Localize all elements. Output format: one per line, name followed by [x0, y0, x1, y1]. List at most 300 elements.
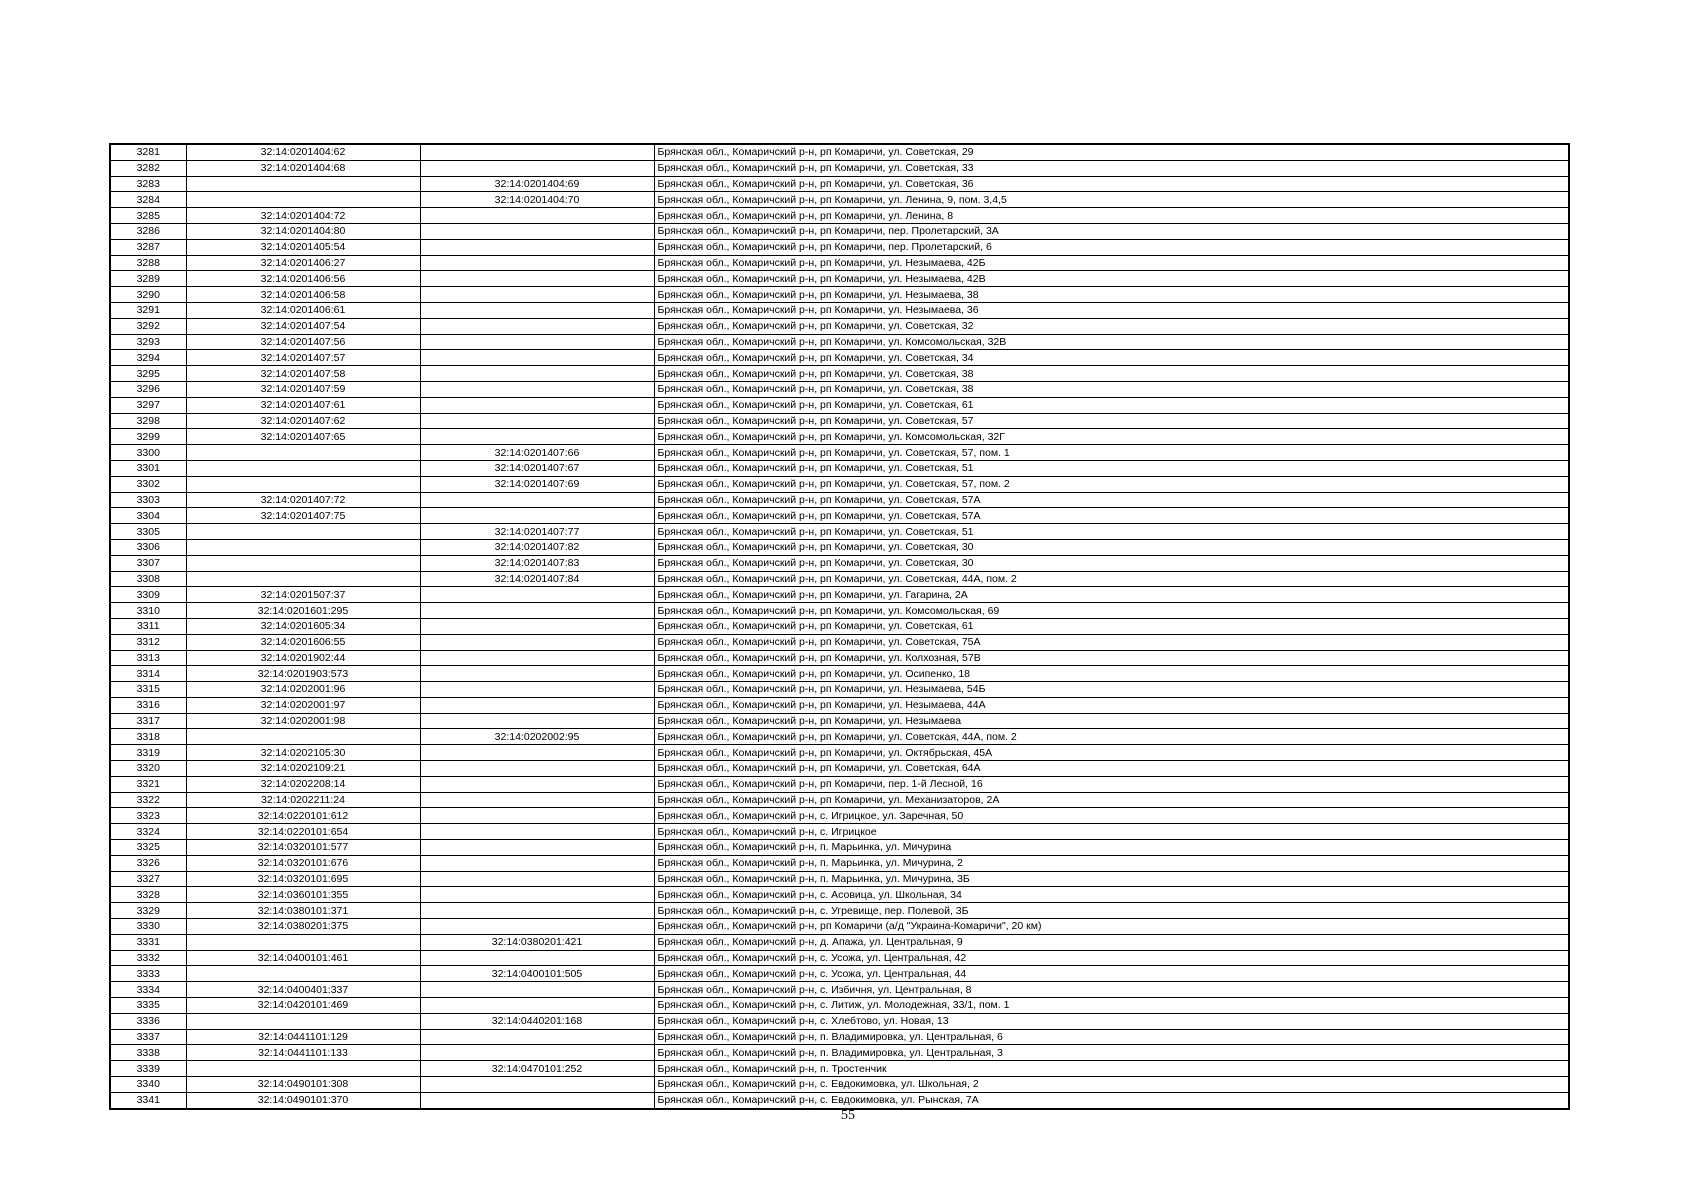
- row-number-cell: 3322: [110, 792, 186, 808]
- cadastral-number-cell: 32:14:0201407:56: [186, 334, 420, 350]
- table-row: [110, 855, 1569, 871]
- address-cell: Брянская обл., Комаричский р-н, рп Комаричи, ул. Советская, 57, пом. 2: [654, 476, 1569, 492]
- row-number-cell: 3302: [110, 476, 186, 492]
- parent-cadastral-number-cell: [420, 761, 654, 777]
- cadastral-number-cell: 32:14:0201404:68: [186, 160, 420, 176]
- cadastral-number-cell: 32:14:0201407:62: [186, 413, 420, 429]
- cadastral-number-cell: 32:14:0202001:97: [186, 697, 420, 713]
- row-number-cell: 3288: [110, 255, 186, 271]
- row-number-cell: 3284: [110, 192, 186, 208]
- address-cell: Брянская обл., Комаричский р-н, рп Комаричи, ул. Советская, 57А: [654, 508, 1569, 524]
- parent-cadastral-number-cell: [420, 287, 654, 303]
- table-row: [110, 966, 1569, 982]
- parent-cadastral-number-cell: 32:14:0201407:82: [420, 539, 654, 555]
- table-row: [110, 445, 1569, 461]
- table-row: [110, 271, 1569, 287]
- table-row: [110, 603, 1569, 619]
- address-cell: Брянская обл., Комаричский р-н, с. Усожа, ул. Центральная, 44: [654, 966, 1569, 982]
- address-cell: Брянская обл., Комаричский р-н, рп Комаричи, ул. Незымаева, 44А: [654, 697, 1569, 713]
- row-number-cell: 3337: [110, 1029, 186, 1045]
- parent-cadastral-number-cell: 32:14:0201407:69: [420, 476, 654, 492]
- row-number-cell: 3316: [110, 697, 186, 713]
- table-row: [110, 713, 1569, 729]
- table-row: [110, 903, 1569, 919]
- table-row: [110, 160, 1569, 176]
- cadastral-number-cell: 32:14:0202211:24: [186, 792, 420, 808]
- address-cell: Брянская обл., Комаричский р-н, рп Комаричи, ул. Незымаева, 42В: [654, 271, 1569, 287]
- address-cell: Брянская обл., Комаричский р-н, рп Комаричи, ул. Советская, 64А: [654, 761, 1569, 777]
- cadastral-number-cell: 32:14:0202001:96: [186, 682, 420, 698]
- row-number-cell: 3308: [110, 571, 186, 587]
- parent-cadastral-number-cell: 32:14:0201407:83: [420, 555, 654, 571]
- table-row: [110, 792, 1569, 808]
- parent-cadastral-number-cell: [420, 429, 654, 445]
- table-row: [110, 176, 1569, 192]
- parent-cadastral-number-cell: [420, 255, 654, 271]
- address-cell: Брянская обл., Комаричский р-н, рп Комаричи (а/д "Украина-Комаричи", 20 км): [654, 919, 1569, 935]
- row-number-cell: 3328: [110, 887, 186, 903]
- cadastral-number-cell: 32:14:0360101:355: [186, 887, 420, 903]
- table-row: [110, 1061, 1569, 1077]
- address-cell: Брянская обл., Комаричский р-н, рп Комаричи, ул. Советская, 34: [654, 350, 1569, 366]
- cadastral-number-cell: [186, 934, 420, 950]
- address-cell: Брянская обл., Комаричский р-н, рп Комаричи, ул. Незымаева, 54Б: [654, 682, 1569, 698]
- parent-cadastral-number-cell: [420, 208, 654, 224]
- table-row: [110, 287, 1569, 303]
- table-row: [110, 1092, 1569, 1108]
- table-row: [110, 144, 1569, 160]
- parent-cadastral-number-cell: [420, 603, 654, 619]
- address-cell: Брянская обл., Комаричский р-н, рп Комаричи, ул. Советская, 51: [654, 524, 1569, 540]
- row-number-cell: 3301: [110, 460, 186, 476]
- row-number-cell: 3310: [110, 603, 186, 619]
- row-number-cell: 3286: [110, 223, 186, 239]
- address-cell: Брянская обл., Комаричский р-н, рп Комаричи, ул. Ленина, 9, пом. 3,4,5: [654, 192, 1569, 208]
- parent-cadastral-number-cell: [420, 618, 654, 634]
- row-number-cell: 3296: [110, 381, 186, 397]
- table-row: [110, 429, 1569, 445]
- cadastral-number-cell: [186, 524, 420, 540]
- row-number-cell: 3293: [110, 334, 186, 350]
- address-cell: Брянская обл., Комаричский р-н, рп Комаричи, ул. Советская, 61: [654, 618, 1569, 634]
- row-number-cell: 3339: [110, 1061, 186, 1077]
- table-row: [110, 539, 1569, 555]
- table-row: [110, 318, 1569, 334]
- address-cell: Брянская обл., Комаричский р-н, с. Угревище, пер. Полевой, 3Б: [654, 903, 1569, 919]
- parent-cadastral-number-cell: [420, 144, 654, 160]
- parent-cadastral-number-cell: 32:14:0380201:421: [420, 934, 654, 950]
- cadastral-number-cell: [186, 555, 420, 571]
- address-cell: Брянская обл., Комаричский р-н, п. Марьинка, ул. Мичурина, 2: [654, 855, 1569, 871]
- address-cell: Брянская обл., Комаричский р-н, д. Апажа, ул. Центральная, 9: [654, 934, 1569, 950]
- parent-cadastral-number-cell: 32:14:0201404:69: [420, 176, 654, 192]
- row-number-cell: 3312: [110, 634, 186, 650]
- cadastral-number-cell: 32:14:0201902:44: [186, 650, 420, 666]
- cadastral-number-cell: 32:14:0201903:573: [186, 666, 420, 682]
- parent-cadastral-number-cell: [420, 239, 654, 255]
- table-row: [110, 1013, 1569, 1029]
- row-number-cell: 3335: [110, 998, 186, 1014]
- row-number-cell: 3297: [110, 397, 186, 413]
- table-row: [110, 998, 1569, 1014]
- row-number-cell: 3283: [110, 176, 186, 192]
- row-number-cell: 3287: [110, 239, 186, 255]
- row-number-cell: 3330: [110, 919, 186, 935]
- address-cell: Брянская обл., Комаричский р-н, рп Комаричи, ул. Советская, 44А, пом. 2: [654, 729, 1569, 745]
- address-cell: Брянская обл., Комаричский р-н, рп Комаричи, ул. Советская, 51: [654, 460, 1569, 476]
- row-number-cell: 3331: [110, 934, 186, 950]
- address-cell: Брянская обл., Комаричский р-н, рп Комаричи, ул. Советская, 30: [654, 555, 1569, 571]
- table-row: [110, 729, 1569, 745]
- parent-cadastral-number-cell: [420, 745, 654, 761]
- page-number: 55: [841, 1108, 855, 1123]
- address-cell: Брянская обл., Комаричский р-н, рп Комаричи, ул. Советская, 38: [654, 366, 1569, 382]
- row-number-cell: 3340: [110, 1077, 186, 1093]
- cadastral-number-cell: 32:14:0201404:80: [186, 223, 420, 239]
- address-cell: Брянская обл., Комаричский р-н, п. Марьинка, ул. Мичурина, 3Б: [654, 871, 1569, 887]
- cadastral-number-cell: 32:14:0201407:72: [186, 492, 420, 508]
- row-number-cell: 3336: [110, 1013, 186, 1029]
- row-number-cell: 3318: [110, 729, 186, 745]
- table-row: [110, 255, 1569, 271]
- address-cell: Брянская обл., Комаричский р-н, с. Избичня, ул. Центральная, 8: [654, 982, 1569, 998]
- table-row: [110, 650, 1569, 666]
- table-row: [110, 524, 1569, 540]
- cadastral-number-cell: 32:14:0490101:308: [186, 1077, 420, 1093]
- table-row: [110, 476, 1569, 492]
- table-row: [110, 982, 1569, 998]
- row-number-cell: 3300: [110, 445, 186, 461]
- address-cell: Брянская обл., Комаричский р-н, рп Комаричи, ул. Незымаева, 38: [654, 287, 1569, 303]
- parent-cadastral-number-cell: [420, 508, 654, 524]
- parent-cadastral-number-cell: [420, 302, 654, 318]
- table-row: [110, 587, 1569, 603]
- cadastral-number-cell: 32:14:0201606:55: [186, 634, 420, 650]
- row-number-cell: 3282: [110, 160, 186, 176]
- cadastral-number-cell: 32:14:0201405:54: [186, 239, 420, 255]
- cadastral-number-cell: 32:14:0441101:133: [186, 1045, 420, 1061]
- table-row: [110, 950, 1569, 966]
- address-cell: Брянская обл., Комаричский р-н, с. Усожа, ул. Центральная, 42: [654, 950, 1569, 966]
- address-cell: Брянская обл., Комаричский р-н, рп Комаричи, ул. Советская, 38: [654, 381, 1569, 397]
- cadastral-number-cell: 32:14:0201404:62: [186, 144, 420, 160]
- row-number-cell: 3290: [110, 287, 186, 303]
- table-row: [110, 824, 1569, 840]
- address-cell: Брянская обл., Комаричский р-н, с. Асовица, ул. Школьная, 34: [654, 887, 1569, 903]
- parent-cadastral-number-cell: [420, 982, 654, 998]
- table-row: [110, 919, 1569, 935]
- parent-cadastral-number-cell: [420, 998, 654, 1014]
- parent-cadastral-number-cell: 32:14:0201407:67: [420, 460, 654, 476]
- cadastral-number-cell: 32:14:0490101:370: [186, 1092, 420, 1108]
- table-row: [110, 223, 1569, 239]
- cadastral-number-cell: [186, 476, 420, 492]
- parent-cadastral-number-cell: [420, 271, 654, 287]
- address-cell: Брянская обл., Комаричский р-н, с. Хлебтово, ул. Новая, 13: [654, 1013, 1569, 1029]
- address-cell: Брянская обл., Комаричский р-н, рп Комаричи, ул. Ленина, 8: [654, 208, 1569, 224]
- row-number-cell: 3291: [110, 302, 186, 318]
- address-cell: Брянская обл., Комаричский р-н, рп Комаричи, ул. Советская, 33: [654, 160, 1569, 176]
- row-number-cell: 3289: [110, 271, 186, 287]
- table-row: [110, 776, 1569, 792]
- cadastral-number-cell: 32:14:0201407:59: [186, 381, 420, 397]
- parent-cadastral-number-cell: [420, 1029, 654, 1045]
- cadastral-number-cell: [186, 1013, 420, 1029]
- parent-cadastral-number-cell: [420, 1045, 654, 1061]
- row-number-cell: 3285: [110, 208, 186, 224]
- parent-cadastral-number-cell: [420, 413, 654, 429]
- parent-cadastral-number-cell: [420, 840, 654, 856]
- row-number-cell: 3334: [110, 982, 186, 998]
- address-cell: Брянская обл., Комаричский р-н, п. Владимировка, ул. Центральная, 6: [654, 1029, 1569, 1045]
- address-cell: Брянская обл., Комаричский р-н, рп Комаричи, ул. Советская, 57, пом. 1: [654, 445, 1569, 461]
- table-row: [110, 366, 1569, 382]
- cadastral-number-cell: 32:14:0441101:129: [186, 1029, 420, 1045]
- address-cell: Брянская обл., Комаричский р-н, рп Комаричи, ул. Осипенко, 18: [654, 666, 1569, 682]
- parent-cadastral-number-cell: [420, 334, 654, 350]
- parent-cadastral-number-cell: 32:14:0201407:77: [420, 524, 654, 540]
- row-number-cell: 3304: [110, 508, 186, 524]
- row-number-cell: 3332: [110, 950, 186, 966]
- table-row: [110, 413, 1569, 429]
- row-number-cell: 3341: [110, 1092, 186, 1108]
- cadastral-number-cell: 32:14:0202208:14: [186, 776, 420, 792]
- cadastral-number-cell: 32:14:0201406:56: [186, 271, 420, 287]
- parent-cadastral-number-cell: [420, 855, 654, 871]
- parent-cadastral-number-cell: 32:14:0400101:505: [420, 966, 654, 982]
- address-cell: Брянская обл., Комаричский р-н, рп Комаричи, пер. Пролетарский, 6: [654, 239, 1569, 255]
- table-row: [110, 808, 1569, 824]
- table-row: [110, 666, 1569, 682]
- table-row: [110, 208, 1569, 224]
- cadastral-number-cell: [186, 1061, 420, 1077]
- address-cell: Брянская обл., Комаричский р-н, с. Литиж, ул. Молодежная, 33/1, пом. 1: [654, 998, 1569, 1014]
- table-row: [110, 697, 1569, 713]
- parent-cadastral-number-cell: [420, 792, 654, 808]
- parent-cadastral-number-cell: [420, 366, 654, 382]
- table-row: [110, 761, 1569, 777]
- address-cell: Брянская обл., Комаричский р-н, рп Комаричи, ул. Советская, 75А: [654, 634, 1569, 650]
- row-number-cell: 3315: [110, 682, 186, 698]
- parent-cadastral-number-cell: [420, 919, 654, 935]
- row-number-cell: 3317: [110, 713, 186, 729]
- address-cell: Брянская обл., Комаричский р-н, п. Владимировка, ул. Центральная, 3: [654, 1045, 1569, 1061]
- parent-cadastral-number-cell: [420, 1092, 654, 1108]
- table-row: [110, 745, 1569, 761]
- parent-cadastral-number-cell: 32:14:0440201:168: [420, 1013, 654, 1029]
- address-cell: Брянская обл., Комаричский р-н, рп Комаричи, ул. Октябрьская, 45А: [654, 745, 1569, 761]
- address-cell: Брянская обл., Комаричский р-н, рп Комаричи, ул. Механизаторов, 2А: [654, 792, 1569, 808]
- row-number-cell: 3299: [110, 429, 186, 445]
- cadastral-number-cell: 32:14:0201406:58: [186, 287, 420, 303]
- cadastral-number-cell: 32:14:0220101:612: [186, 808, 420, 824]
- table-row: [110, 840, 1569, 856]
- table-row: [110, 1077, 1569, 1093]
- table-row: [110, 571, 1569, 587]
- row-number-cell: 3323: [110, 808, 186, 824]
- row-number-cell: 3303: [110, 492, 186, 508]
- row-number-cell: 3305: [110, 524, 186, 540]
- cadastral-number-cell: [186, 571, 420, 587]
- row-number-cell: 3314: [110, 666, 186, 682]
- cadastral-number-cell: [186, 729, 420, 745]
- row-number-cell: 3295: [110, 366, 186, 382]
- row-number-cell: 3321: [110, 776, 186, 792]
- cadastral-number-cell: 32:14:0201407:54: [186, 318, 420, 334]
- cadastral-number-cell: 32:14:0201406:27: [186, 255, 420, 271]
- address-cell: Брянская обл., Комаричский р-н, рп Комаричи, ул. Колхозная, 57В: [654, 650, 1569, 666]
- table-row: [110, 302, 1569, 318]
- table-row: [110, 334, 1569, 350]
- cadastral-number-cell: 32:14:0202105:30: [186, 745, 420, 761]
- address-cell: Брянская обл., Комаричский р-н, рп Комаричи, ул. Комсомольская, 32В: [654, 334, 1569, 350]
- address-cell: Брянская обл., Комаричский р-н, рп Комаричи, ул. Советская, 36: [654, 176, 1569, 192]
- cadastral-number-cell: 32:14:0220101:654: [186, 824, 420, 840]
- parent-cadastral-number-cell: [420, 903, 654, 919]
- cadastral-number-cell: 32:14:0201407:58: [186, 366, 420, 382]
- row-number-cell: 3325: [110, 840, 186, 856]
- parent-cadastral-number-cell: [420, 713, 654, 729]
- parent-cadastral-number-cell: [420, 776, 654, 792]
- cadastral-number-cell: 32:14:0320101:676: [186, 855, 420, 871]
- row-number-cell: 3309: [110, 587, 186, 603]
- table-row: [110, 397, 1569, 413]
- cadastral-number-cell: 32:14:0202109:21: [186, 761, 420, 777]
- cadastral-number-cell: [186, 460, 420, 476]
- parent-cadastral-number-cell: [420, 650, 654, 666]
- address-cell: Брянская обл., Комаричский р-н, рп Комаричи, ул. Советская, 57А: [654, 492, 1569, 508]
- parent-cadastral-number-cell: [420, 318, 654, 334]
- address-cell: Брянская обл., Комаричский р-н, рп Комаричи, ул. Незымаева, 36: [654, 302, 1569, 318]
- cadastral-number-cell: 32:14:0320101:695: [186, 871, 420, 887]
- cadastral-number-cell: 32:14:0320101:577: [186, 840, 420, 856]
- row-number-cell: 3292: [110, 318, 186, 334]
- address-cell: Брянская обл., Комаричский р-н, рп Комаричи, ул. Советская, 61: [654, 397, 1569, 413]
- parent-cadastral-number-cell: [420, 682, 654, 698]
- parent-cadastral-number-cell: 32:14:0201407:84: [420, 571, 654, 587]
- cadastral-number-cell: 32:14:0420101:469: [186, 998, 420, 1014]
- address-cell: Брянская обл., Комаричский р-н, рп Комаричи, ул. Советская, 29: [654, 144, 1569, 160]
- parent-cadastral-number-cell: [420, 1077, 654, 1093]
- table-row: [110, 492, 1569, 508]
- table-row: [110, 634, 1569, 650]
- cadastral-number-cell: 32:14:0201404:72: [186, 208, 420, 224]
- address-cell: Брянская обл., Комаричский р-н, с. Игрицкое, ул. Заречная, 50: [654, 808, 1569, 824]
- cadastral-number-cell: 32:14:0201407:57: [186, 350, 420, 366]
- table-row: [110, 460, 1569, 476]
- table-row: [110, 508, 1569, 524]
- cadastral-number-cell: 32:14:0201507:37: [186, 587, 420, 603]
- table-row: [110, 1029, 1569, 1045]
- row-number-cell: 3327: [110, 871, 186, 887]
- table-row: [110, 350, 1569, 366]
- parent-cadastral-number-cell: [420, 397, 654, 413]
- row-number-cell: 3311: [110, 618, 186, 634]
- address-cell: Брянская обл., Комаричский р-н, рп Комаричи, ул. Советская, 32: [654, 318, 1569, 334]
- address-cell: Брянская обл., Комаричский р-н, рп Комаричи, пер. 1-й Лесной, 16: [654, 776, 1569, 792]
- cadastral-number-cell: 32:14:0201407:65: [186, 429, 420, 445]
- address-cell: Брянская обл., Комаричский р-н, рп Комаричи, ул. Комсомольская, 69: [654, 603, 1569, 619]
- cadastral-number-cell: 32:14:0201605:34: [186, 618, 420, 634]
- parent-cadastral-number-cell: [420, 887, 654, 903]
- row-number-cell: 3281: [110, 144, 186, 160]
- parent-cadastral-number-cell: [420, 824, 654, 840]
- cadastral-number-cell: 32:14:0400101:461: [186, 950, 420, 966]
- cadastral-number-cell: 32:14:0201406:61: [186, 302, 420, 318]
- cadastral-number-cell: 32:14:0201601:295: [186, 603, 420, 619]
- row-number-cell: 3333: [110, 966, 186, 982]
- table-row: [110, 682, 1569, 698]
- address-cell: Брянская обл., Комаричский р-н, п. Марьинка, ул. Мичурина: [654, 840, 1569, 856]
- cadastral-number-cell: 32:14:0201407:75: [186, 508, 420, 524]
- cadastral-number-cell: [186, 539, 420, 555]
- cadastral-number-cell: [186, 192, 420, 208]
- parent-cadastral-number-cell: [420, 492, 654, 508]
- table-row: [110, 381, 1569, 397]
- address-cell: Брянская обл., Комаричский р-н, рп Комаричи, ул. Гагарина, 2А: [654, 587, 1569, 603]
- row-number-cell: 3338: [110, 1045, 186, 1061]
- cadastral-number-cell: 32:14:0202001:98: [186, 713, 420, 729]
- table-row: [110, 871, 1569, 887]
- address-cell: Брянская обл., Комаричский р-н, рп Комаричи, ул. Советская, 44А, пом. 2: [654, 571, 1569, 587]
- row-number-cell: 3319: [110, 745, 186, 761]
- row-number-cell: 3313: [110, 650, 186, 666]
- row-number-cell: 3294: [110, 350, 186, 366]
- parent-cadastral-number-cell: 32:14:0201404:70: [420, 192, 654, 208]
- row-number-cell: 3306: [110, 539, 186, 555]
- address-cell: Брянская обл., Комаричский р-н, рп Комаричи, ул. Незымаева, 42Б: [654, 255, 1569, 271]
- address-cell: Брянская обл., Комаричский р-н, с. Евдокимовка, ул. Рынская, 7А: [654, 1092, 1569, 1108]
- row-number-cell: 3307: [110, 555, 186, 571]
- parent-cadastral-number-cell: 32:14:0202002:95: [420, 729, 654, 745]
- table-row: [110, 555, 1569, 571]
- parent-cadastral-number-cell: [420, 160, 654, 176]
- parent-cadastral-number-cell: 32:14:0470101:252: [420, 1061, 654, 1077]
- parent-cadastral-number-cell: [420, 666, 654, 682]
- cadastral-number-cell: 32:14:0380201:375: [186, 919, 420, 935]
- address-cell: Брянская обл., Комаричский р-н, рп Комаричи, ул. Комсомольская, 32Г: [654, 429, 1569, 445]
- table-row: [110, 618, 1569, 634]
- table-body: [110, 144, 1569, 1109]
- table-row: [110, 1045, 1569, 1061]
- address-cell: Брянская обл., Комаричский р-н, с. Игрицкое: [654, 824, 1569, 840]
- parent-cadastral-number-cell: [420, 808, 654, 824]
- cadastral-table: [109, 143, 1570, 1110]
- address-cell: Брянская обл., Комаричский р-н, рп Комаричи, ул. Советская, 57: [654, 413, 1569, 429]
- cadastral-number-cell: 32:14:0400401:337: [186, 982, 420, 998]
- row-number-cell: 3324: [110, 824, 186, 840]
- row-number-cell: 3298: [110, 413, 186, 429]
- table-row: [110, 192, 1569, 208]
- table-row: [110, 934, 1569, 950]
- address-cell: Брянская обл., Комаричский р-н, рп Комаричи, ул. Советская, 30: [654, 539, 1569, 555]
- parent-cadastral-number-cell: [420, 223, 654, 239]
- parent-cadastral-number-cell: 32:14:0201407:66: [420, 445, 654, 461]
- row-number-cell: 3326: [110, 855, 186, 871]
- cadastral-number-cell: 32:14:0380101:371: [186, 903, 420, 919]
- row-number-cell: 3320: [110, 761, 186, 777]
- table-row: [110, 239, 1569, 255]
- address-cell: Брянская обл., Комаричский р-н, п. Тростенчик: [654, 1061, 1569, 1077]
- table-row: [110, 887, 1569, 903]
- address-cell: Брянская обл., Комаричский р-н, рп Комаричи, пер. Пролетарский, 3А: [654, 223, 1569, 239]
- parent-cadastral-number-cell: [420, 871, 654, 887]
- parent-cadastral-number-cell: [420, 950, 654, 966]
- cadastral-number-cell: [186, 966, 420, 982]
- address-cell: Брянская обл., Комаричский р-н, рп Комаричи, ул. Незымаева: [654, 713, 1569, 729]
- parent-cadastral-number-cell: [420, 587, 654, 603]
- parent-cadastral-number-cell: [420, 381, 654, 397]
